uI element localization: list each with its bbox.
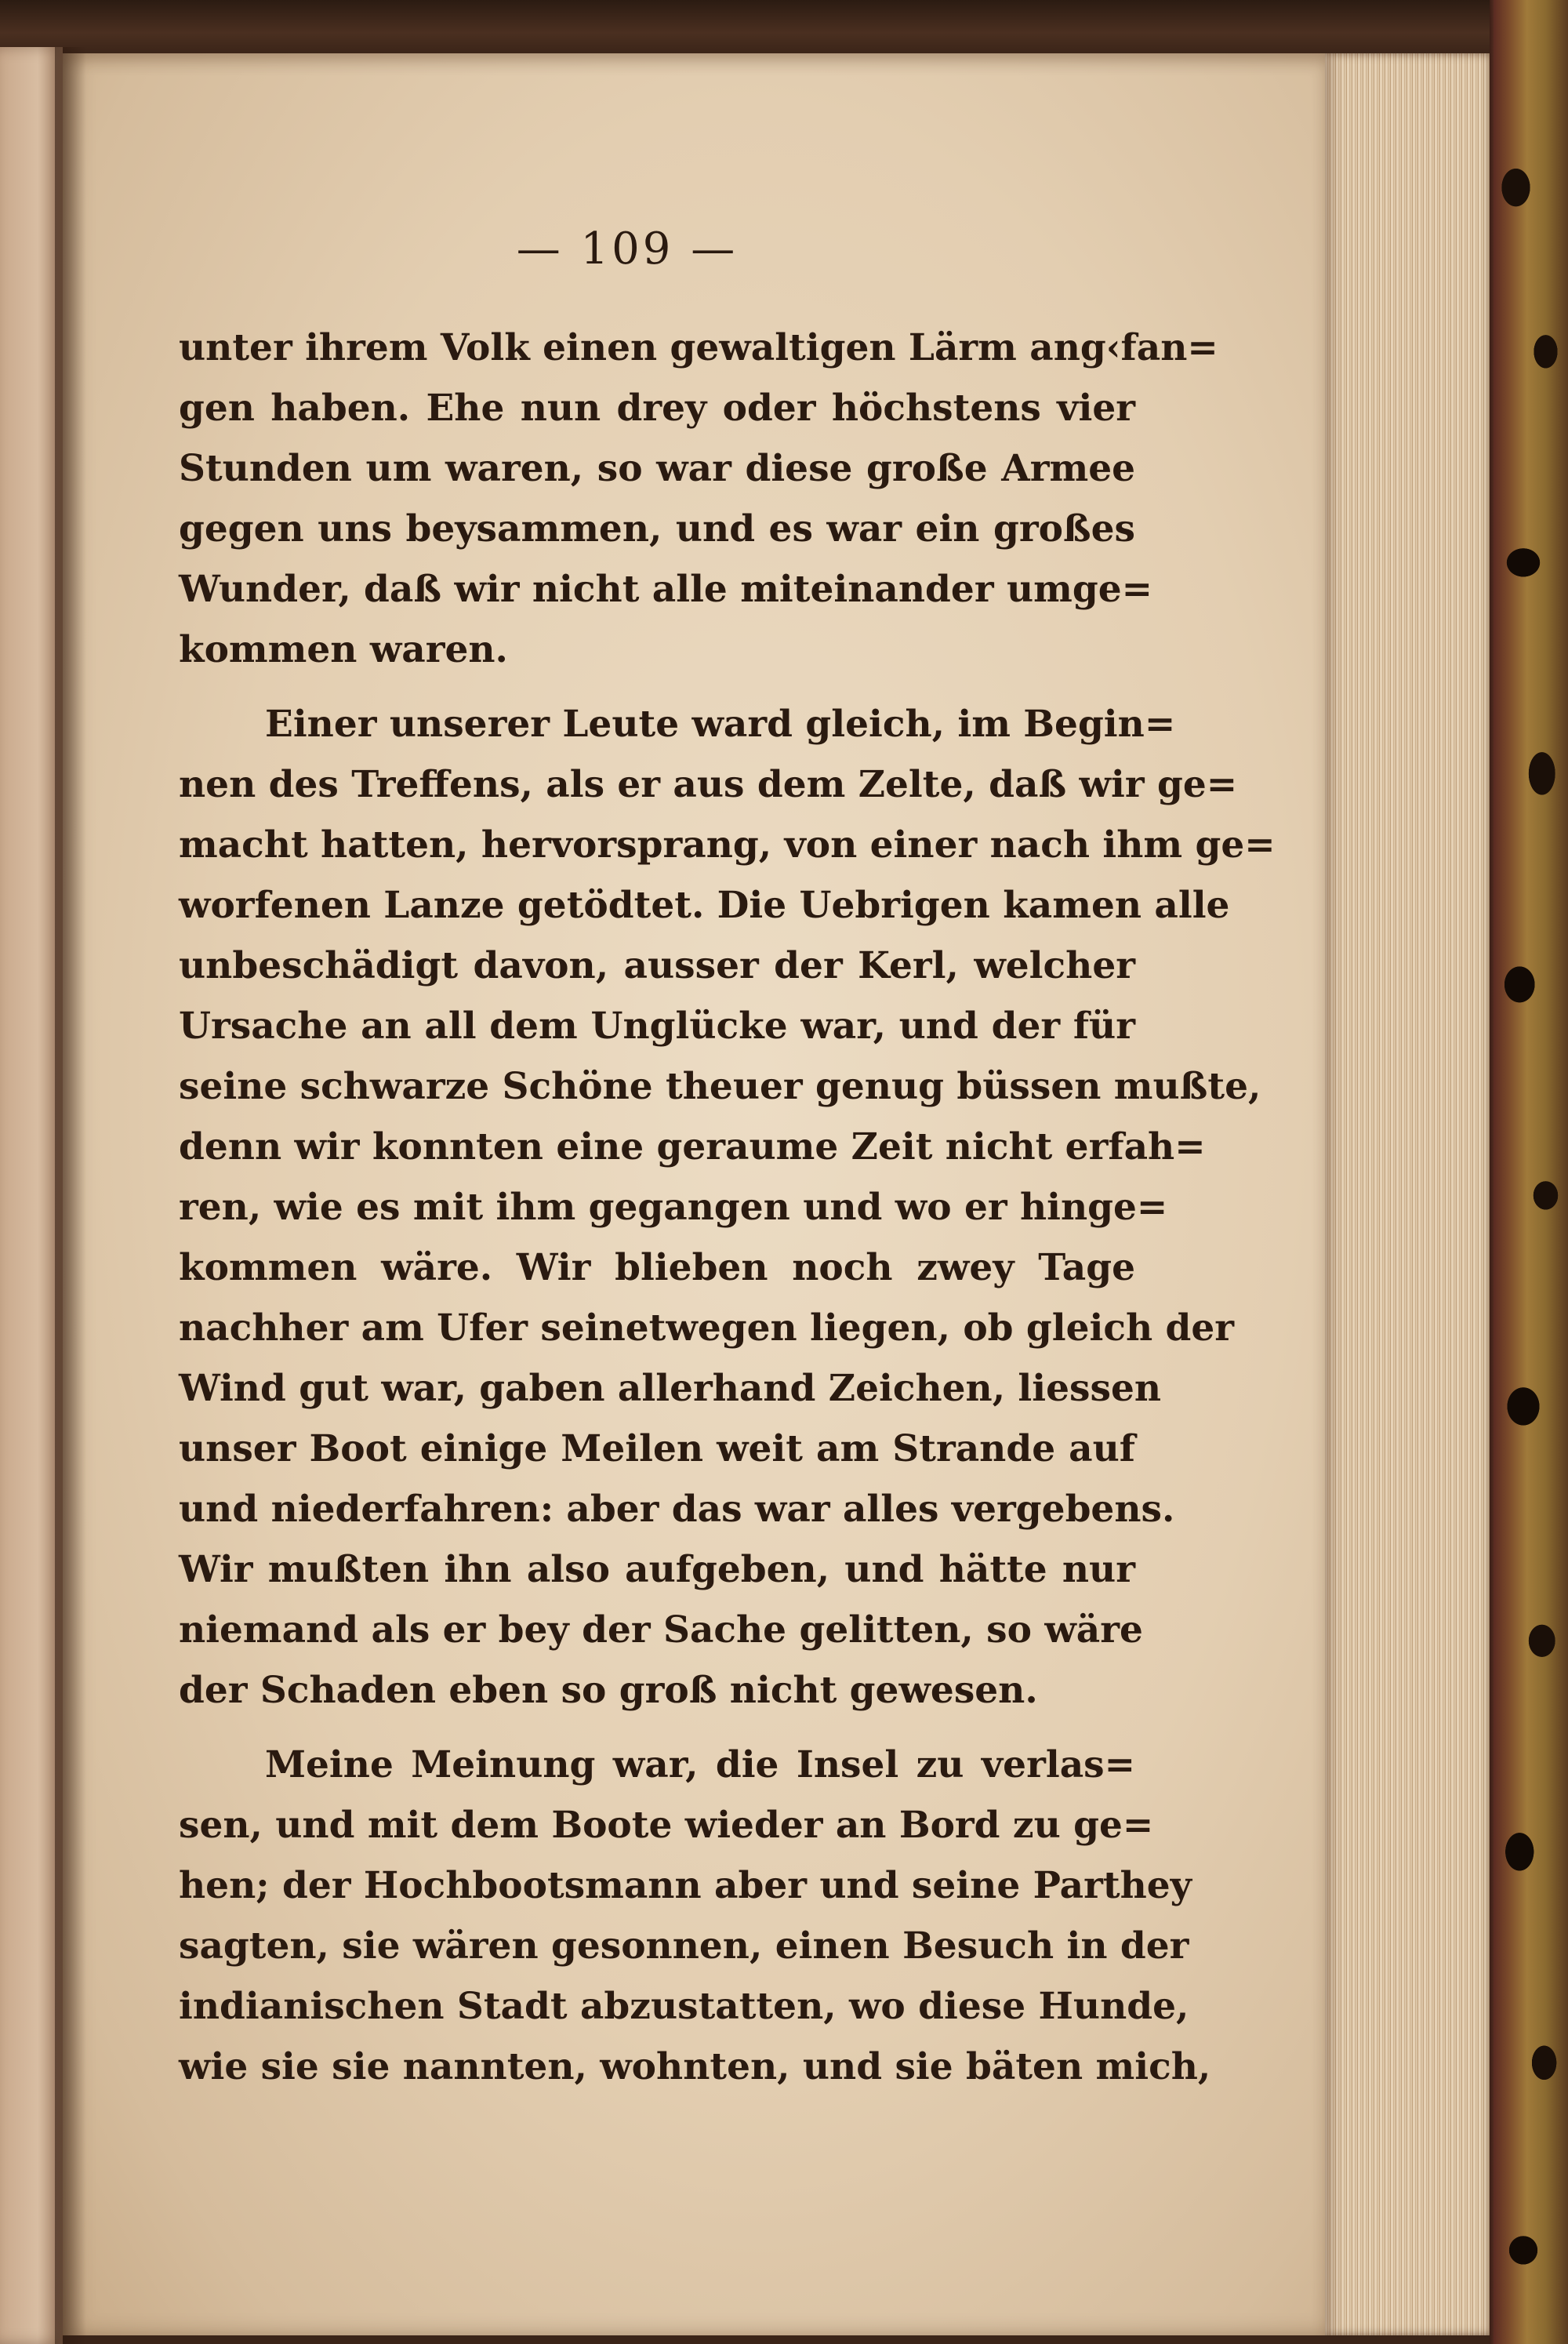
text-line: nachher am Ufer seinetwegen liegen, ob gleich der (179, 1306, 1235, 1350)
text-line: Wunder, daß wir nicht alle miteinander umge= (179, 568, 1152, 611)
text-line: denn wir konnten eine geraume Zeit nicht erfah= (179, 1125, 1206, 1168)
text-line: unser Boot einige Meilen weit am Strande auf (179, 1427, 1135, 1470)
text-line: Ursache an all dem Unglücke war, und der für (179, 1005, 1135, 1048)
text-line: seine schwarze Schöne theuer genug büssen mußte, (179, 1065, 1261, 1108)
gutter-shadow (55, 47, 86, 2344)
text-line: worfenen Lanze getödtet. Die Uebrigen kamen alle (179, 884, 1230, 927)
text-line: kommen waren. (179, 628, 508, 671)
text-line: kommen wäre. Wir blieben noch zwey Tage (179, 1246, 1135, 1289)
marbled-cover (1494, 0, 1568, 2344)
text-block (179, 223, 1276, 2097)
book-cover-top-edge (0, 0, 1568, 55)
text-line: der Schaden eben so groß nicht gewesen. (179, 1669, 1038, 1712)
left-page-edge (0, 47, 63, 2344)
text-line: ren, wie es mit ihm gegangen und wo er hinge= (179, 1186, 1168, 1229)
text-line: gen haben. Ehe nun drey oder höchstens vier (179, 387, 1135, 430)
text-line: unbeschädigt davon, ausser der Kerl, welcher (179, 944, 1135, 987)
text-line: nen des Treffens, als er aus dem Zelte, daß wir ge= (179, 763, 1238, 806)
text-line: unter ihrem Volk einen gewaltigen Lärm ang‹fan= (179, 326, 1218, 369)
paragraph (179, 694, 1276, 1721)
text-line: gegen uns beysammen, und es war ein großes (179, 507, 1135, 551)
paragraph (179, 1735, 1211, 2097)
text-line: Einer unserer Leute ward gleich, im Begin= (265, 703, 1176, 746)
text-line: wie sie sie nannten, wohnten, und sie bäten mich, (179, 2045, 1211, 2088)
text-line: Wind gut war, gaben allerhand Zeichen, liessen (179, 1367, 1162, 1410)
text-line: niemand als er bey der Sache gelitten, so wäre (179, 1608, 1143, 1652)
text-line: hen; der Hochbootsmann aber und seine Parthey (179, 1864, 1192, 1907)
paragraph (179, 318, 1218, 680)
text-line: sagten, sie wären gesonnen, einen Besuch in der (179, 1924, 1189, 1968)
page-number-header: — 109 — (516, 223, 739, 274)
text-line: indianischen Stadt abzustatten, wo diese Hunde, (179, 1985, 1189, 2028)
text-line: sen, und mit dem Boote wieder an Bord zu ge= (179, 1804, 1154, 1847)
page-stack-fore-edge (1325, 53, 1494, 2335)
text-line: Stunden um waren, so war diese große Armee (179, 447, 1135, 490)
text-line: Wir mußten ihn also aufgeben, und hätte nur (179, 1548, 1135, 1591)
text-line: und niederfahren: aber das war alles vergebens. (179, 1488, 1175, 1531)
text-line: macht hatten, hervorsprang, von einer nach ihm ge= (179, 823, 1276, 867)
text-line: Meine Meinung war, die Insel zu verlas= (265, 1743, 1135, 1786)
